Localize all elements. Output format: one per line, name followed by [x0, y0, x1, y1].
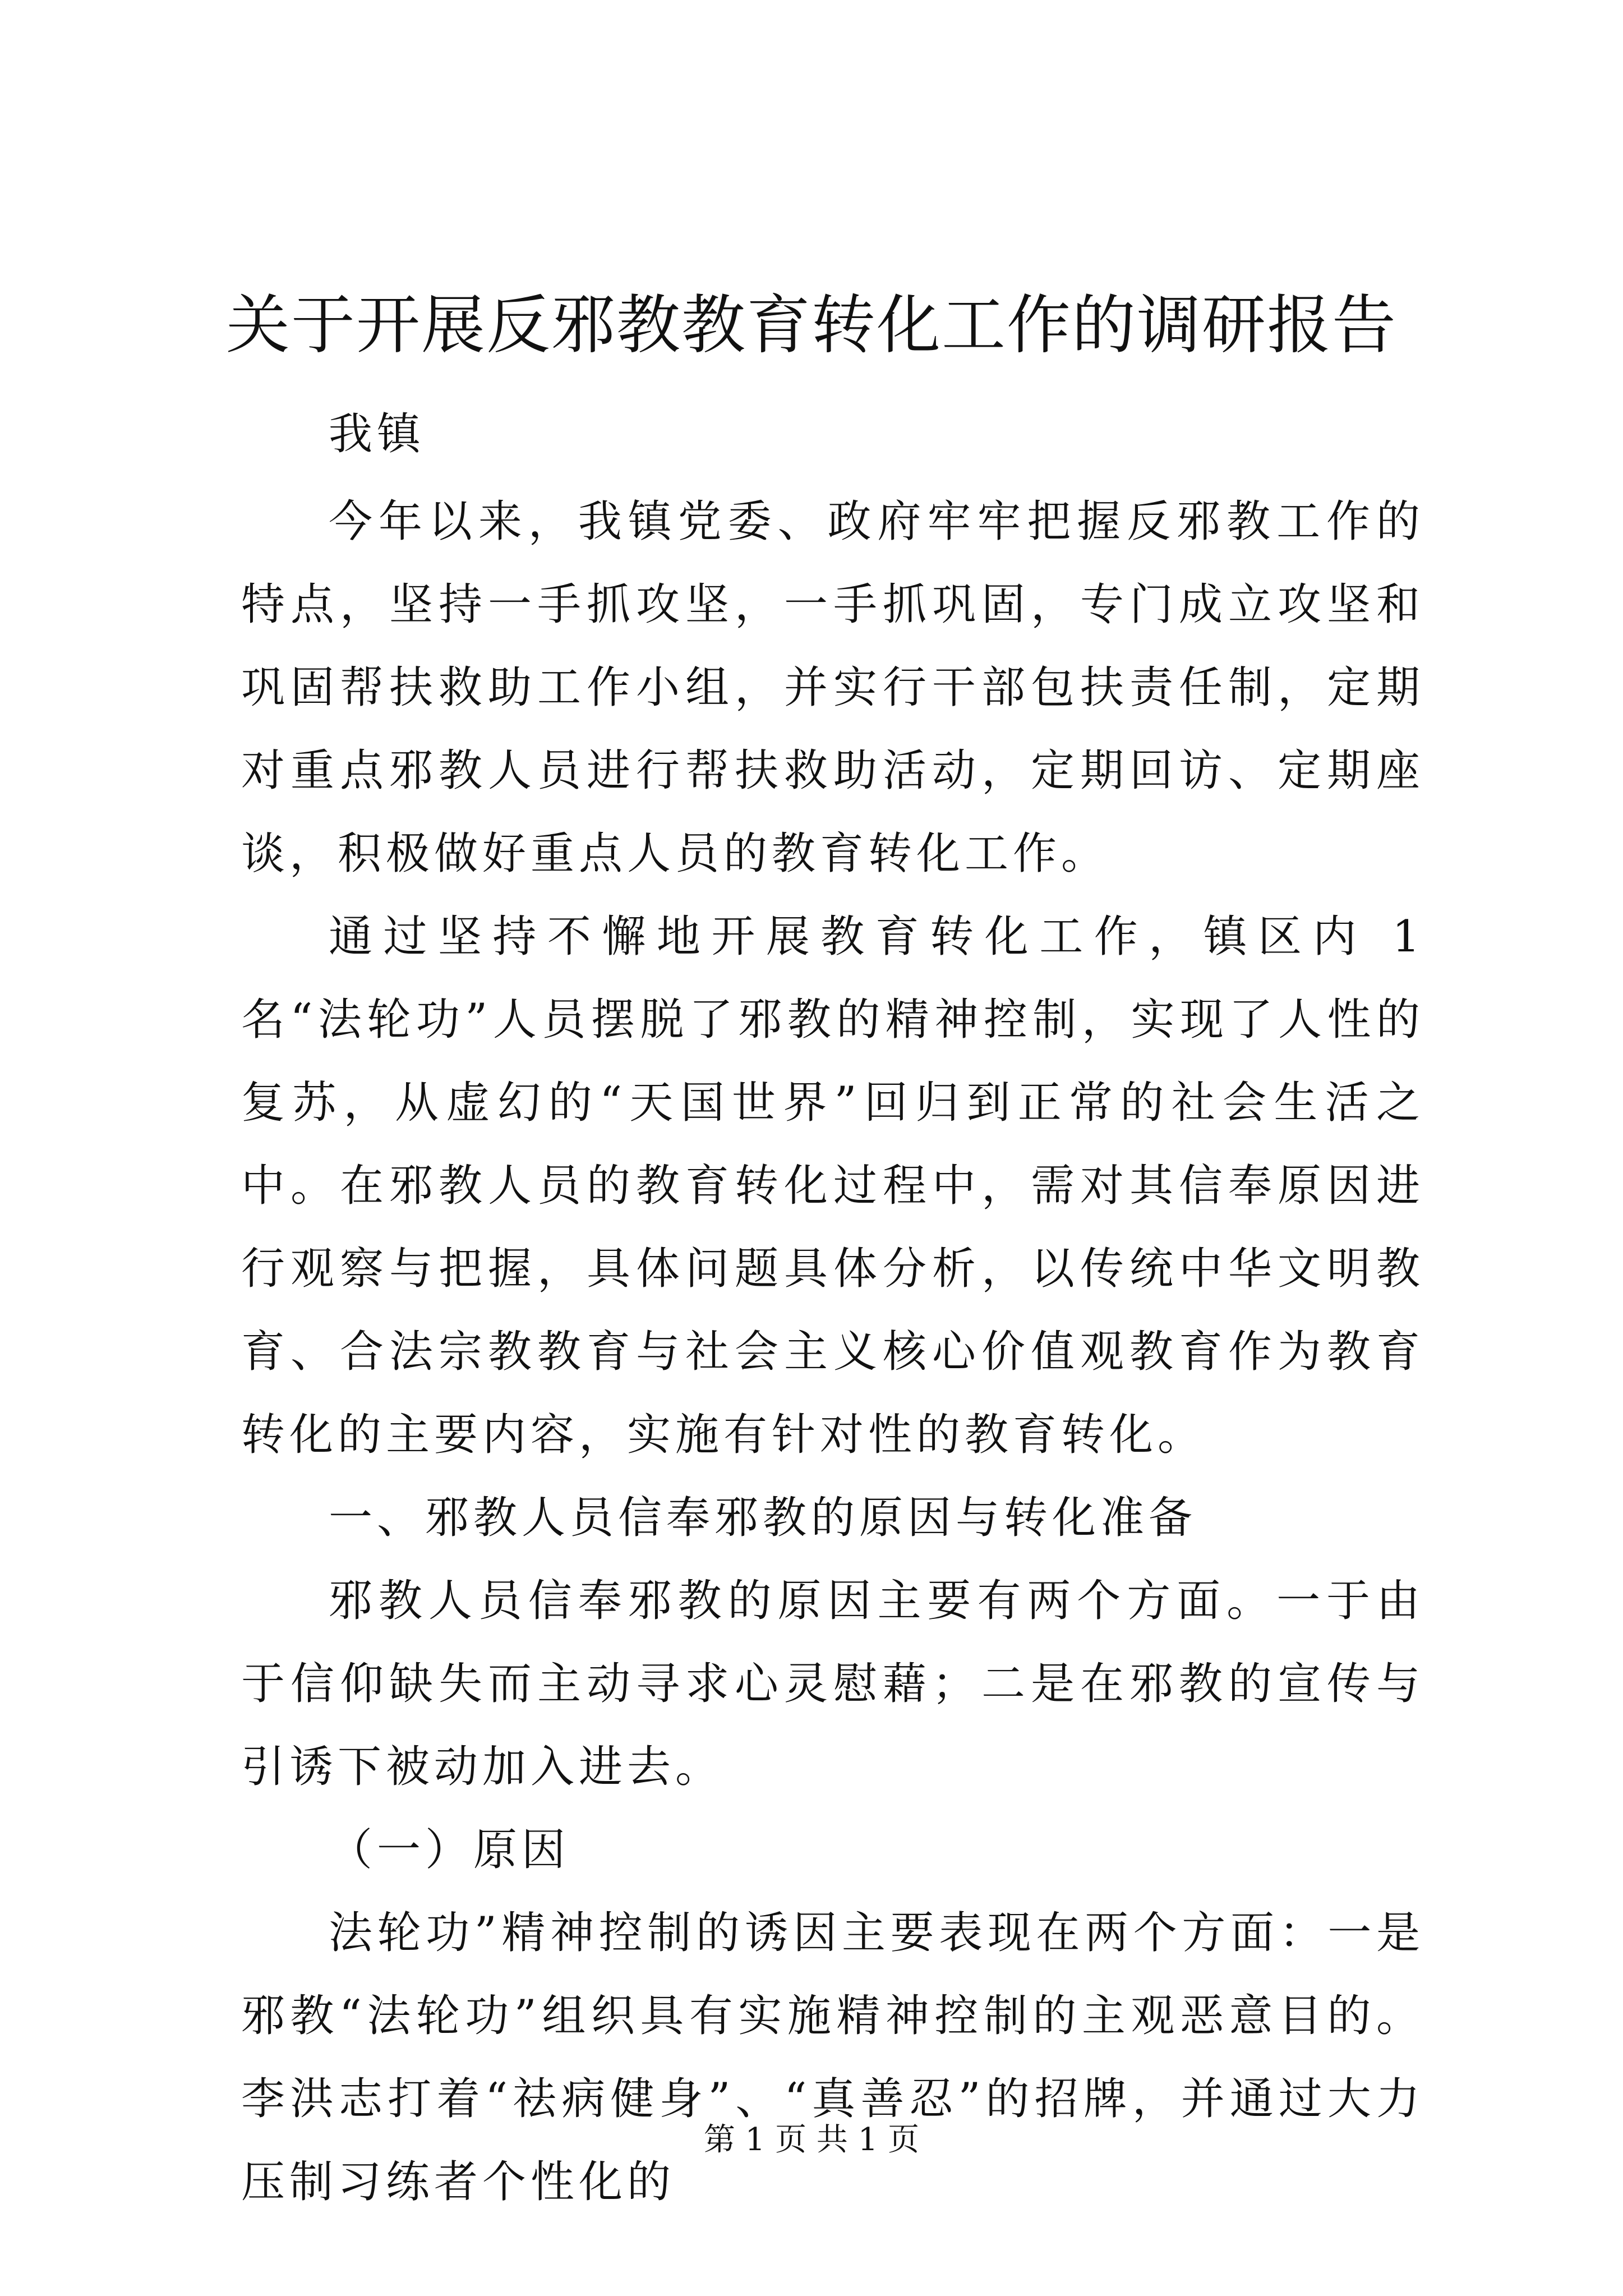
paragraph-4: 法轮功”精神控制的诱因主要表现在两个方面：一是邪教“法轮功”组织具有实施精神控制的主观恶意目的。李洪志打着“祛病健身”、“真善忍”的招牌，并通过大力压制习练者个性化的	[241, 1908, 1424, 2207]
subsection-heading-1: （一）原因	[329, 1825, 570, 1875]
page-footer: 第 1 页 共 1 页	[703, 2122, 920, 2158]
document-title: 关于开展反邪教教育转化工作的调研报告	[225, 288, 1397, 362]
paragraph-2: 通过坚持不懈地开展教育转化工作，镇区内 1 名“法轮功”人员摆脱了邪教的精神控制，实现了人性的复苏，从虚幻的“天国世界”回归到正常的社会生活之中。在邪教人员的教育转化过程中，需对其信奉原因进行观察与把握，具体问题具体分析，以传统中华文明教育、合法宗教教育与社会主义核心价值观教育作为教育转化的主要内容，实施有针对性的教育转化。	[241, 912, 1424, 1460]
paragraph-1: 今年以来，我镇党委、政府牢牢把握反邪教工作的特点，坚持一手抓攻坚，一手抓巩固，专门成立攻坚和巩固帮扶救助工作小组，并实行干部包扶责任制，定期对重点邪教人员进行帮扶救助活动，定期回访、定期座谈，积极做好重点人员的教育转化工作。	[241, 496, 1424, 879]
document-body	[241, 393, 1424, 2224]
paragraph-3: 邪教人员信奉邪教的原因主要有两个方面。一于由于信仰缺失而主动寻求心灵慰藉；二是在邪教的宣传与引诱下被动加入进去。	[241, 1576, 1424, 1792]
section-heading-1: 一、邪教人员信奉邪教的原因与转化准备	[329, 1493, 1197, 1543]
paragraph-opening: 我镇	[329, 409, 426, 459]
